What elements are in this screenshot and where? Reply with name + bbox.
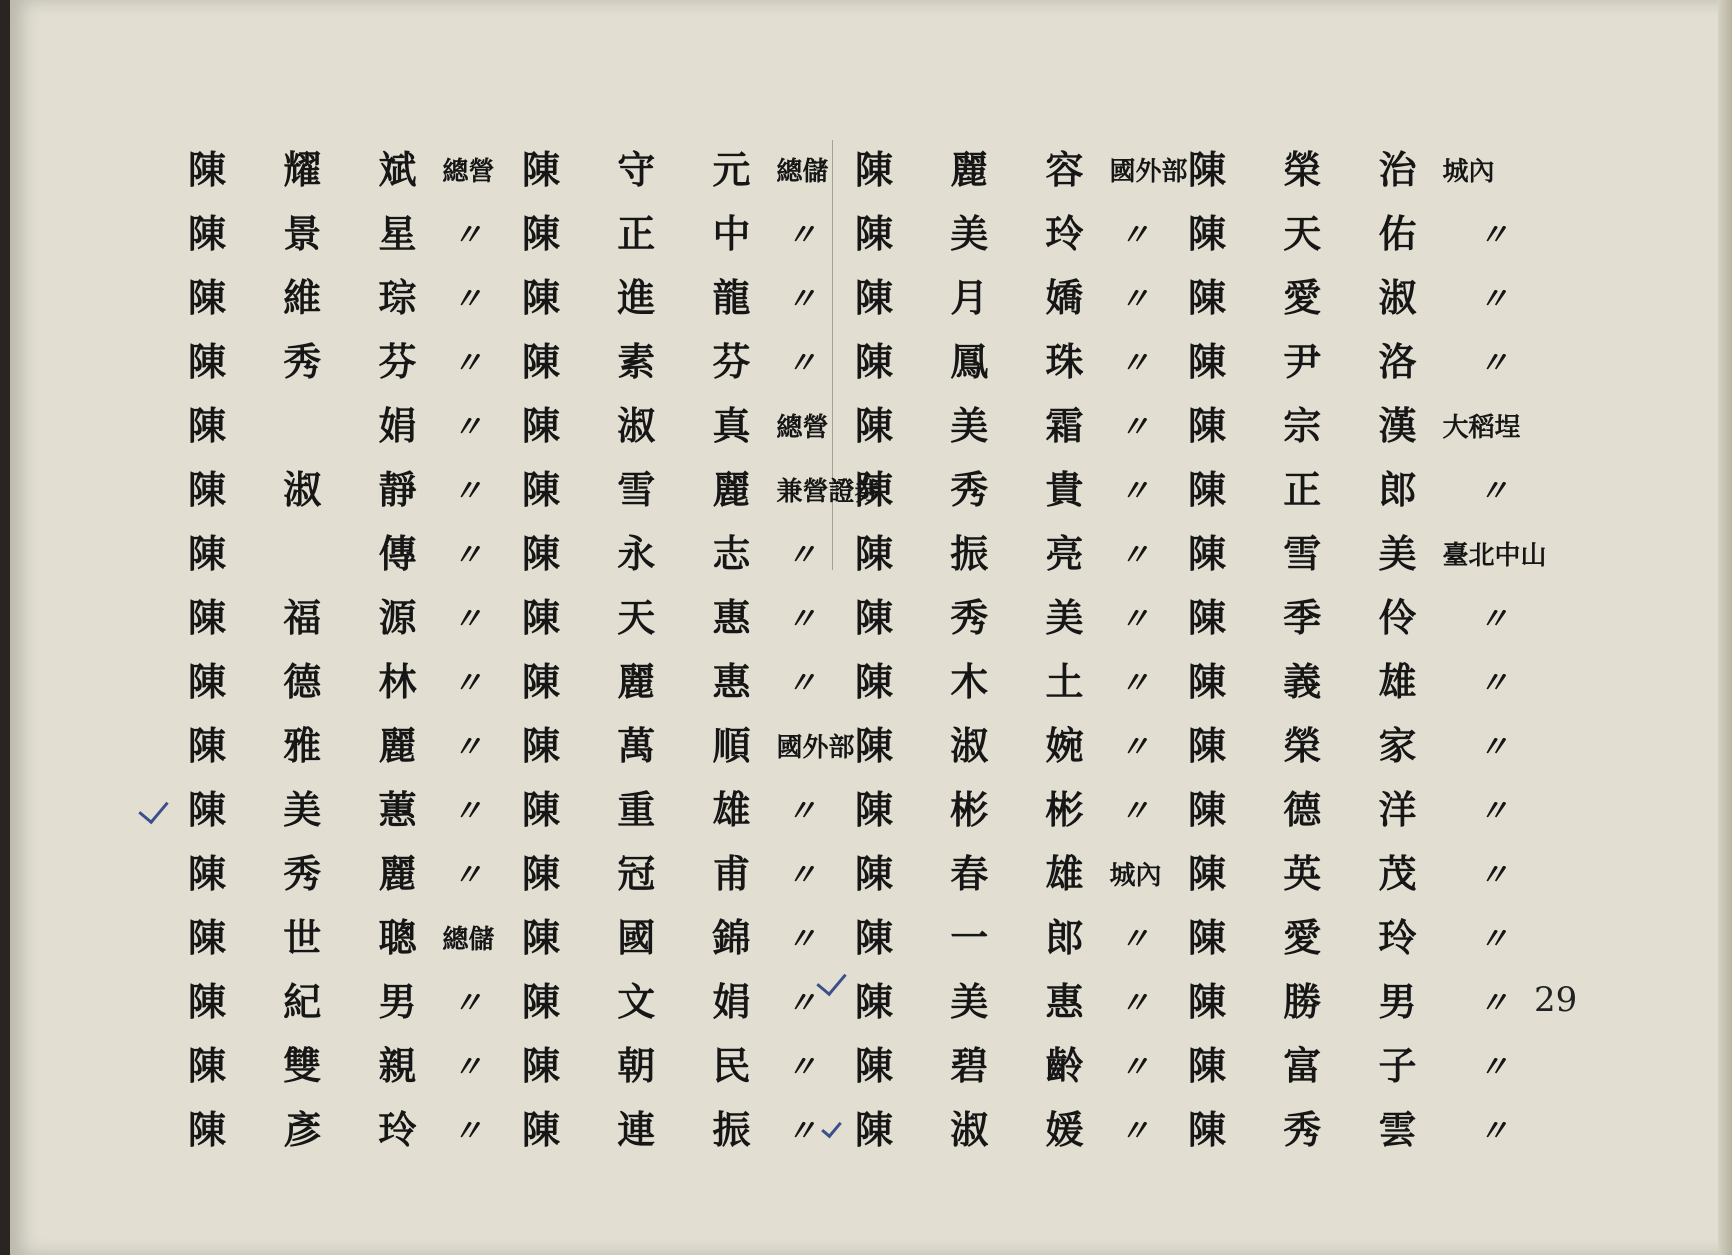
name-entry xyxy=(855,384,1187,448)
ditto-mark: 〃 xyxy=(452,538,483,573)
ditto-mark: 〃 xyxy=(1478,922,1509,957)
name-column-3 xyxy=(855,128,1187,1152)
ditto-mark: 〃 xyxy=(1119,1050,1150,1085)
name-entry xyxy=(1188,512,1546,576)
name-column-4 xyxy=(1188,128,1546,1152)
ditto-mark: 〃 xyxy=(452,602,483,637)
person-name: 陳 富 子 xyxy=(1188,1043,1439,1088)
branch-note: 總儲 xyxy=(776,157,829,187)
name-entry xyxy=(188,512,494,576)
name-entry xyxy=(1188,960,1546,1024)
person-name: 陳 雅 麗 xyxy=(188,723,439,768)
person-name: 陳 愛 淑 xyxy=(1188,275,1439,320)
ditto-mark: 〃 xyxy=(786,1114,817,1149)
name-entry xyxy=(522,768,880,832)
name-entry xyxy=(188,832,494,896)
person-name: 陳 冠 甫 xyxy=(522,851,773,896)
person-name: 陳 秀 貴 xyxy=(855,467,1106,512)
name-entry xyxy=(188,320,494,384)
name-column-1 xyxy=(188,128,494,1152)
person-name: 陳 國 錦 xyxy=(522,915,773,960)
name-entry xyxy=(522,448,880,512)
ditto-mark: 〃 xyxy=(452,474,483,509)
branch-note: 城內 xyxy=(1109,861,1162,891)
name-entry xyxy=(1188,832,1546,896)
person-name: 陳 秀 麗 xyxy=(188,851,439,896)
ditto-mark: 〃 xyxy=(452,730,483,765)
name-entry xyxy=(855,1088,1187,1152)
name-entry xyxy=(188,192,494,256)
person-name: 陳 美 蕙 xyxy=(188,787,439,832)
name-entry xyxy=(855,768,1187,832)
name-entry xyxy=(855,320,1187,384)
branch-note: 兼營證券 xyxy=(776,477,881,507)
name-entry xyxy=(522,640,880,704)
person-name: 陳 素 芬 xyxy=(522,339,773,384)
name-entry xyxy=(188,128,494,192)
person-name: 陳 永 志 xyxy=(522,531,773,576)
ditto-mark: 〃 xyxy=(786,666,817,701)
person-name: 陳 景 星 xyxy=(188,211,439,256)
name-entry xyxy=(188,896,494,960)
person-name: 陳 連 振 xyxy=(522,1107,773,1152)
name-entry xyxy=(855,128,1187,192)
person-name: 陳 進 龍 xyxy=(522,275,773,320)
ditto-mark: 〃 xyxy=(1119,538,1150,573)
person-name: 陳 維 琮 xyxy=(188,275,439,320)
name-entry xyxy=(855,576,1187,640)
ditto-mark: 〃 xyxy=(1478,666,1509,701)
ditto-mark: 〃 xyxy=(452,986,483,1021)
person-name: 陳 淑 婉 xyxy=(855,723,1106,768)
name-entry xyxy=(522,320,880,384)
name-entry xyxy=(188,576,494,640)
branch-note: 總儲 xyxy=(442,925,495,955)
person-name: 陳 重 雄 xyxy=(522,787,773,832)
ditto-mark: 〃 xyxy=(786,922,817,957)
name-entry xyxy=(188,448,494,512)
ditto-mark: 〃 xyxy=(786,794,817,829)
ditto-mark: 〃 xyxy=(452,794,483,829)
person-name: 陳 榮 治 xyxy=(1188,147,1439,192)
person-name: 陳 淑 媛 xyxy=(855,1107,1106,1152)
check-mark-icon xyxy=(138,793,168,825)
name-entry xyxy=(188,768,494,832)
book-page xyxy=(10,0,1732,1255)
ditto-mark: 〃 xyxy=(1119,1114,1150,1149)
name-entry xyxy=(1188,320,1546,384)
person-name: 陳 雙 親 xyxy=(188,1043,439,1088)
person-name: 陳 福 源 xyxy=(188,595,439,640)
person-name: 陳 德 林 xyxy=(188,659,439,704)
person-name: 陳 榮 家 xyxy=(1188,723,1439,768)
ditto-mark: 〃 xyxy=(452,666,483,701)
person-name: 陳 娟 xyxy=(188,403,439,448)
ditto-mark: 〃 xyxy=(452,1114,483,1149)
branch-note: 國外部 xyxy=(776,733,855,763)
person-name: 陳 淑 真 xyxy=(522,403,773,448)
person-name: 陳 紀 男 xyxy=(188,979,439,1024)
ditto-mark: 〃 xyxy=(1478,730,1509,765)
page-number: 29 xyxy=(1534,980,1578,1020)
name-entry xyxy=(855,832,1187,896)
ditto-mark: 〃 xyxy=(1478,282,1509,317)
ditto-mark: 〃 xyxy=(1478,1114,1509,1149)
person-name: 陳 彬 彬 xyxy=(855,787,1106,832)
person-name: 陳 美 惠 xyxy=(855,979,1106,1024)
name-entry xyxy=(855,960,1187,1024)
ditto-mark: 〃 xyxy=(1119,602,1150,637)
name-entry xyxy=(855,512,1187,576)
person-name: 陳 朝 民 xyxy=(522,1043,773,1088)
person-name: 陳 德 洋 xyxy=(1188,787,1439,832)
person-name: 陳 木 土 xyxy=(855,659,1106,704)
name-entry xyxy=(855,1024,1187,1088)
person-name: 陳 季 伶 xyxy=(1188,595,1439,640)
ditto-mark: 〃 xyxy=(1119,218,1150,253)
name-entry xyxy=(522,576,880,640)
name-entry xyxy=(522,832,880,896)
person-name: 陳 天 佑 xyxy=(1188,211,1439,256)
name-entry xyxy=(855,704,1187,768)
ditto-mark: 〃 xyxy=(452,1050,483,1085)
name-entry xyxy=(1188,1088,1546,1152)
name-entry xyxy=(188,1024,494,1088)
name-entry xyxy=(1188,128,1546,192)
person-name: 陳 美 霜 xyxy=(855,403,1106,448)
name-entry xyxy=(855,448,1187,512)
ditto-mark: 〃 xyxy=(452,346,483,381)
person-name: 陳 秀 雲 xyxy=(1188,1107,1439,1152)
branch-note: 城內 xyxy=(1442,157,1495,187)
name-entry xyxy=(1188,896,1546,960)
ditto-mark: 〃 xyxy=(1119,794,1150,829)
name-column-2 xyxy=(522,128,880,1152)
ditto-mark: 〃 xyxy=(1478,986,1509,1021)
ditto-mark: 〃 xyxy=(1119,730,1150,765)
ditto-mark: 〃 xyxy=(452,218,483,253)
person-name: 陳 義 雄 xyxy=(1188,659,1439,704)
ditto-mark: 〃 xyxy=(1478,858,1509,893)
person-name: 陳 萬 順 xyxy=(522,723,773,768)
name-entry xyxy=(1188,192,1546,256)
name-entry xyxy=(522,704,880,768)
person-name: 陳 正 郎 xyxy=(1188,467,1439,512)
name-entry xyxy=(522,896,880,960)
name-entry xyxy=(522,1024,880,1088)
ditto-mark: 〃 xyxy=(1478,602,1509,637)
ditto-mark: 〃 xyxy=(452,410,483,445)
person-name: 陳 英 茂 xyxy=(1188,851,1439,896)
name-entry xyxy=(1188,576,1546,640)
ditto-mark: 〃 xyxy=(1478,474,1509,509)
person-name: 陳 振 亮 xyxy=(855,531,1106,576)
person-name: 陳 春 雄 xyxy=(855,851,1106,896)
name-entry xyxy=(1188,256,1546,320)
person-name: 陳 文 娟 xyxy=(522,979,773,1024)
ditto-mark: 〃 xyxy=(1119,346,1150,381)
ditto-mark: 〃 xyxy=(786,858,817,893)
person-name: 陳 麗 惠 xyxy=(522,659,773,704)
ditto-mark: 〃 xyxy=(452,858,483,893)
name-entry xyxy=(188,256,494,320)
ditto-mark: 〃 xyxy=(1478,218,1509,253)
person-name: 陳 彥 玲 xyxy=(188,1107,439,1152)
name-entry xyxy=(188,704,494,768)
name-entry xyxy=(855,192,1187,256)
name-entry xyxy=(855,640,1187,704)
person-name: 陳 一 郎 xyxy=(855,915,1106,960)
name-entry xyxy=(188,640,494,704)
name-entry xyxy=(522,1088,880,1152)
ditto-mark: 〃 xyxy=(1119,282,1150,317)
ditto-mark: 〃 xyxy=(786,538,817,573)
ditto-mark: 〃 xyxy=(1119,922,1150,957)
person-name: 陳 耀 斌 xyxy=(188,147,439,192)
name-entry xyxy=(1188,704,1546,768)
name-entry xyxy=(1188,640,1546,704)
person-name: 陳 秀 美 xyxy=(855,595,1106,640)
person-name: 陳 鳳 珠 xyxy=(855,339,1106,384)
branch-note: 總營 xyxy=(442,157,495,187)
branch-note: 臺北中山 xyxy=(1442,541,1547,571)
name-entry xyxy=(1188,1024,1546,1088)
ditto-mark: 〃 xyxy=(786,282,817,317)
name-entry xyxy=(522,128,880,192)
person-name: 陳 秀 芬 xyxy=(188,339,439,384)
person-name: 陳 淑 靜 xyxy=(188,467,439,512)
name-entry xyxy=(522,192,880,256)
person-name: 陳 愛 玲 xyxy=(1188,915,1439,960)
name-entry xyxy=(1188,768,1546,832)
name-entry xyxy=(188,384,494,448)
name-entry xyxy=(522,256,880,320)
name-entry xyxy=(855,256,1187,320)
person-name: 陳 碧 齡 xyxy=(855,1043,1106,1088)
ditto-mark: 〃 xyxy=(1478,794,1509,829)
ditto-mark: 〃 xyxy=(786,218,817,253)
ditto-mark: 〃 xyxy=(786,986,817,1021)
ditto-mark: 〃 xyxy=(1119,666,1150,701)
person-name: 陳 雪 美 xyxy=(1188,531,1439,576)
branch-note: 總營 xyxy=(776,413,829,443)
person-name: 陳 美 玲 xyxy=(855,211,1106,256)
name-entry xyxy=(522,384,880,448)
person-name: 陳 天 惠 xyxy=(522,595,773,640)
person-name: 陳 雪 麗 xyxy=(522,467,773,512)
name-entry xyxy=(1188,448,1546,512)
name-entry xyxy=(522,512,880,576)
name-entry xyxy=(1188,384,1546,448)
ditto-mark: 〃 xyxy=(1478,346,1509,381)
person-name: 陳 正 中 xyxy=(522,211,773,256)
person-name: 陳 宗 漢 xyxy=(1188,403,1439,448)
person-name: 陳 月 嬌 xyxy=(855,275,1106,320)
name-entry xyxy=(188,960,494,1024)
branch-note: 國外部 xyxy=(1109,157,1188,187)
name-entry xyxy=(855,896,1187,960)
person-name: 陳 勝 男 xyxy=(1188,979,1439,1024)
person-name: 陳 世 聰 xyxy=(188,915,439,960)
page-edge xyxy=(1718,0,1732,1255)
branch-note: 大稻埕 xyxy=(1442,413,1521,443)
ditto-mark: 〃 xyxy=(786,346,817,381)
ditto-mark: 〃 xyxy=(452,282,483,317)
ditto-mark: 〃 xyxy=(1119,410,1150,445)
ditto-mark: 〃 xyxy=(786,1050,817,1085)
name-entry xyxy=(188,1088,494,1152)
ditto-mark: 〃 xyxy=(786,602,817,637)
person-name: 陳 守 元 xyxy=(522,147,773,192)
ditto-mark: 〃 xyxy=(1478,1050,1509,1085)
ditto-mark: 〃 xyxy=(1119,986,1150,1021)
ditto-mark: 〃 xyxy=(1119,474,1150,509)
person-name: 陳 尹 洛 xyxy=(1188,339,1439,384)
person-name: 陳 傳 xyxy=(188,531,439,576)
person-name: 陳 麗 容 xyxy=(855,147,1106,192)
